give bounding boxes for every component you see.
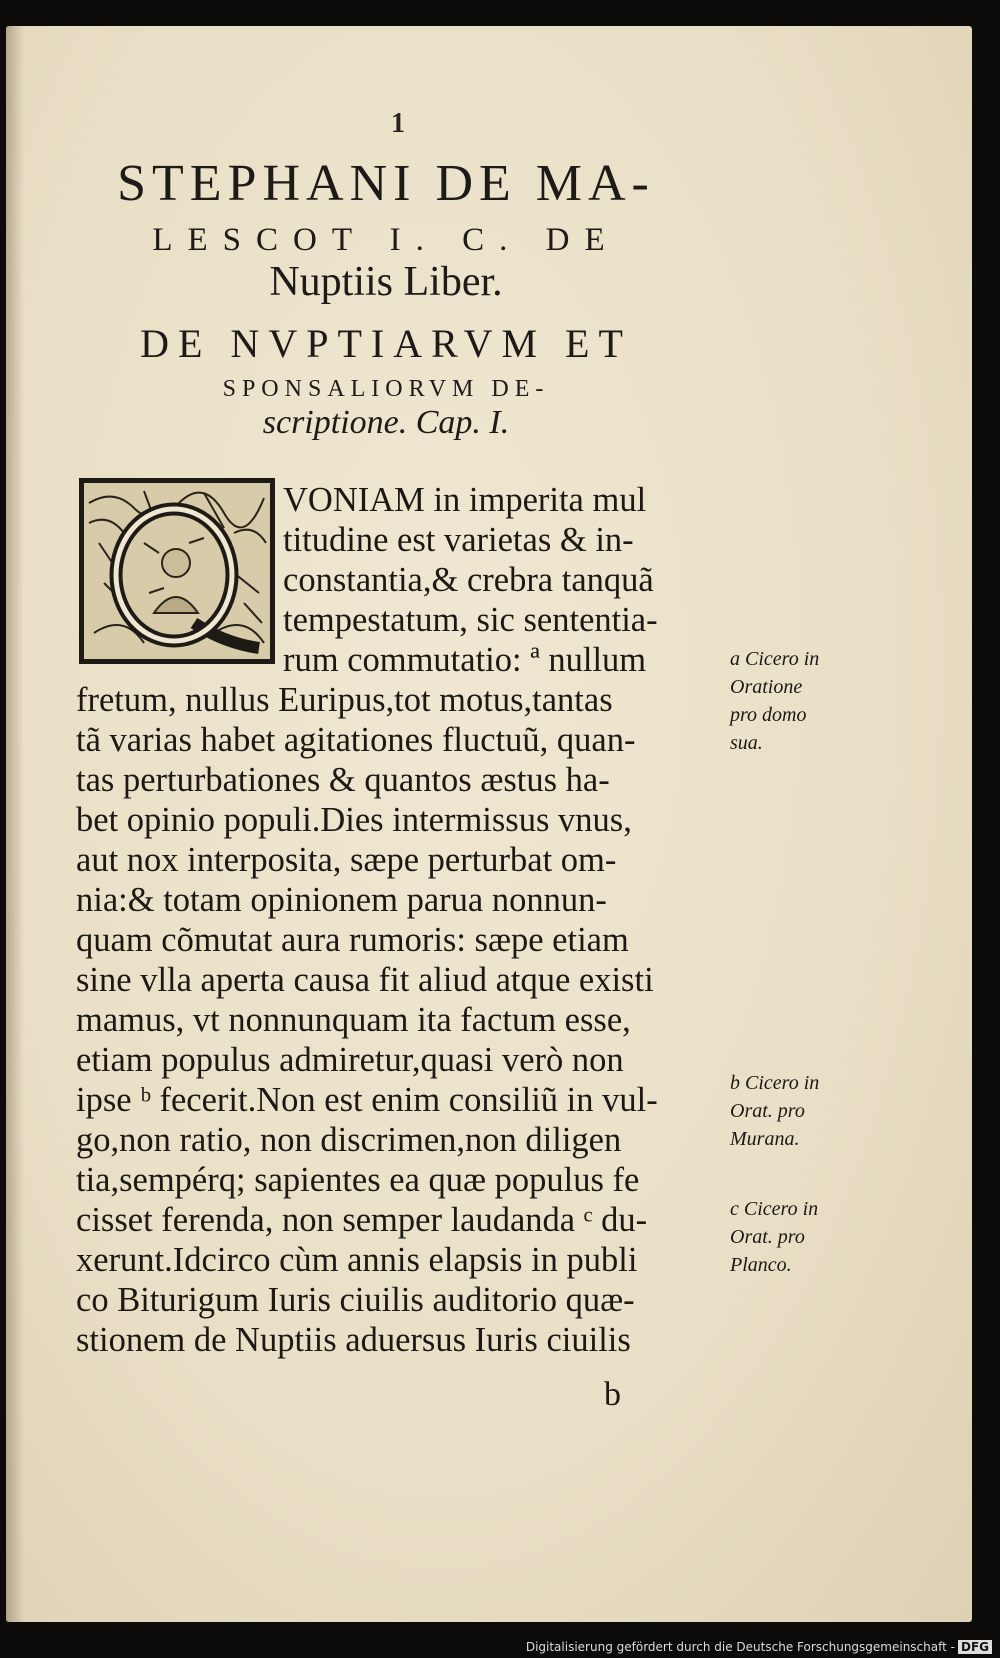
body-line: mamus, vt nonnunquam ita factum esse, [76,1001,631,1039]
title-line-1: STEPHANI DE MA- [117,155,655,212]
chapter-heading-line-3: scriptione. Cap. I. [262,404,510,441]
body-line: etiam populus admiretur,quasi verò non [76,1041,624,1079]
margin-note-a-line: pro domo [730,704,807,726]
body-line: tã varias habet agitationes fluctuũ, quan- [76,721,636,759]
margin-note-c-line: Orat. pro [730,1226,805,1248]
margin-note-c-line: c Cicero in [730,1198,819,1220]
chapter-heading-line-2: SPONSALIORVM DE- [222,376,550,402]
margin-note-a-line: Oratione [730,676,803,698]
decorated-initial-q [79,478,275,664]
body-line: VONIAM in imperita mul [283,481,647,519]
body-line: aut nox interposita, sæpe perturbat om- [76,841,617,879]
body-line: constantia,& crebra tanquã [283,561,654,599]
margin-note-a-line: a Cicero in [730,648,820,670]
margin-note-c-line: Planco. [730,1254,792,1276]
woodcut-illustration [84,483,270,659]
body-line: sine vlla aperta causa fit aliud atque existi [76,961,654,999]
body-line: fretum, nullus Euripus,tot motus,tantas [76,681,613,719]
margin-note-b-line: b Cicero in [730,1072,820,1094]
body-line: tia,sempérq; sapientes ea quæ populus fe [76,1161,640,1199]
body-line: titudine est varietas & in- [283,521,634,559]
body-line: quam cõmutat aura rumoris: sæpe etiam [76,921,629,959]
title-line-3: Nuptiis Liber. [269,259,503,305]
body-line: stionem de Nuptiis aduersus Iuris ciuilis [76,1321,631,1359]
body-line: bet opinio populi.Dies intermissus vnus, [76,801,632,839]
signature-mark: b [604,1376,621,1413]
chapter-heading-line-1: DE NVPTIARVM ET [140,321,632,366]
body-line: xerunt.Idcirco cùm annis elapsis in publi [76,1241,638,1279]
body-line: co Biturigum Iuris ciuilis auditorio quæ- [76,1281,635,1319]
body-line: ipse ᵇ fecerit.Non est enim consiliũ in vul- [76,1081,658,1119]
body-line: tas perturbationes & quantos æstus ha- [76,761,610,799]
body-line: nia:& totam opinionem parua nonnun- [76,881,607,919]
credit-text: Digitalisierung gefördert durch die Deutsche Forschungsgemeinschaft - [525,1640,955,1654]
margin-note-a-line: sua. [730,732,763,754]
book-page [6,26,972,1622]
spine-shadow [6,26,24,1622]
body-line: tempestatum, sic sententia- [283,601,658,639]
body-line: cisset ferenda, non semper laudanda ᶜ du- [76,1201,648,1239]
margin-note-b-line: Orat. pro [730,1100,805,1122]
title-line-2: LESCOT I. C. DE [152,222,620,258]
body-line: go,non ratio, non discrimen,non diligen [76,1121,622,1159]
page-number: 1 [391,108,405,139]
dfg-logo: DFG [958,1640,992,1654]
digitization-credit [526,1640,992,1654]
body-line: rum commutatio: ª nullum [283,641,647,679]
margin-note-b-line: Murana. [730,1128,800,1150]
